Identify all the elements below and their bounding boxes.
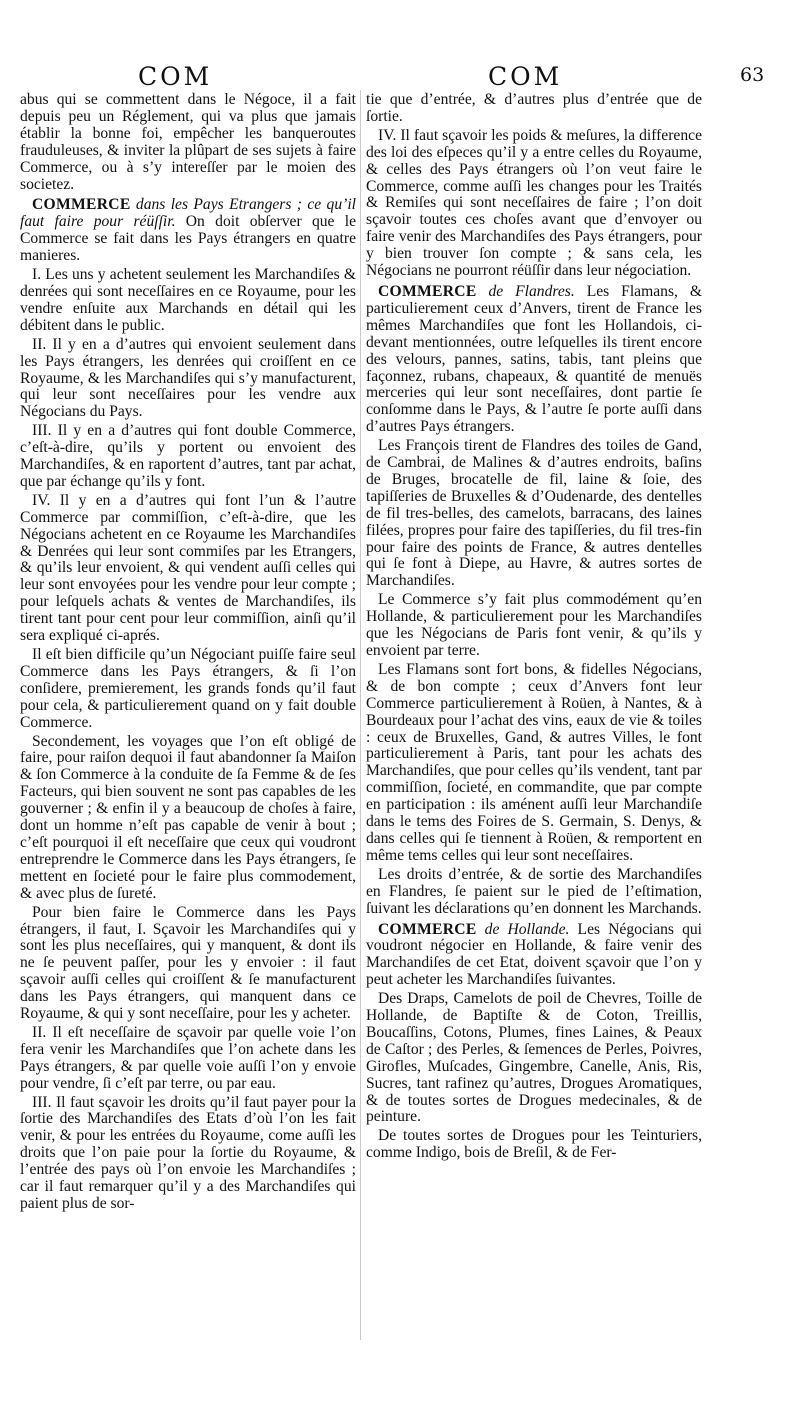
running-head-left: COM	[138, 62, 213, 91]
paragraph: Pour bien faire le Commerce dans les Pays étrangers, il faut, I. Sçavoir les Marchandiſes qui y sont les plus neceſſaires, qui y manquent, & dont ils ne ſe peuvent paſſer, pour les y envoier : il faut sçavoir auſſi celles qui croiſſent & ſe manufacturent dans les Pays étrangers, qui manquent dans ce Royaume, & qui y sont neceſſaire, pour les y acheter.	[20, 903, 356, 1023]
page-number: 63	[740, 64, 765, 86]
paragraph: III. Il y en a d’autres qui font double Commerce, c’eſt-à-dire, qu’ils y portent ou envoient des Marchandiſes, & en raportent d’autres, tant par achat, que par échange qu’ils y font.	[20, 422, 356, 490]
paragraph: III. Il faut sçavoir les droits qu’il faut payer pour la ſortie des Marchandiſes des Etats d’où l’on les fait venir, & pour les entrées du Royaume, come auſſi les droits que l’on paie pour la ſortie du Royaume, & l’entrée des pays où l’on envoie les Marchandiſes ; car il faut remarquer qu’il y a des Marchandiſes qui paient plus de sor-	[20, 1093, 356, 1212]
paragraph: abus qui se commettent dans le Négoce, il a fait depuis peu un Réglement, qui va plus que jamais établir la bonne foi, empêcher les banqueroutes frauduleuses, & inviter la plûpart de ses sujets à faire Commerce, ou à s’y intereſſer par le moien des societez.	[20, 91, 356, 193]
paragraph: Les Flamans sont fort bons, & fidelles Négocians, & de bon compte ; ceux d’Anvers font leur Commerce particulierement à Roüen, à Nantes, & à Bourdeaux pour l’achat des vins, eaux de vie & toiles : ceux de Bruxelles, Gand, & autres Villes, le font particulierement à Paris, tant pour les achats des Marchandiſes, que pour celles qu’ils vendent, tant par commiſſion, ſocieté, en commandite, que par compte en participation : ils aménent auſſi leur Marchandiſe dans le tems des Foires de S. Germain, S. Denys, & dans celles qui ſe tiennent à Roüen, & remportent en même tems celles qui leur sont neceſſaires.	[366, 660, 702, 864]
paragraph: Les droits d’entrée, & de sortie des Marchandiſes en Flandres, ſe paient sur le pied de l’eſtimation, ſuivant les déclarations qu’en donnent les Marchands.	[366, 865, 702, 917]
paragraph: I. Les uns y achetent seulement les Marchandiſes & denrées qui sont neceſſaires en ce Royaume, pour les vendre enſuite aux Marchands en détail qui les débitent dans le public.	[20, 266, 356, 334]
paragraph-text: On doit obſerver que le Commerce se fait dans les Pays étrangers en quatre manieres.	[20, 213, 357, 265]
section-heading: COMMERCE	[378, 282, 477, 300]
paragraph: Des Draps, Camelots de poil de Chevres, Toille de Hollande, de Baptiſte & de Coton, Treillis, Boucaſſins, Cotons, Plumes, fines Laines, & Peaux de Caſtor ; des Perles, & ſemences de Perles, Poivres, Girofles, Muſcades, Gingembre, Canelle, Anis, Ris, Sucres, tant rafinez qu’autres, Drogues Aromatiques, & de toutes sortes de Drogues medecinales, & de peinture.	[366, 990, 702, 1126]
paragraph: IV. Il faut sçavoir les poids & meſures, la difference des loi des eſpeces qu’il y a entre celles du Royaume, & celles des Pays étrangers où l’on veut faire le Commerce, comme auſſi les changes pour les Traités & Remiſes qui sont neceſſaires de faire ; l’on doit sçavoir toutes ces choſes avant que d’envoyer ou faire venir des Marchandiſes des Pays étrangers, pour y bien trouver ſon compte ; & sans cela, les Négocians ne pourront réüſſir dans leur négociation.	[366, 126, 702, 280]
paragraph: II. Il y en a d’autres qui envoient seulement dans les Pays étrangers, les denrées qui croiſſent en ce Royaume, & les Marchandiſes qui s’y manufacturent, qui leur sont neceſſaires pour les vendre aux Négocians du Pays.	[20, 335, 356, 421]
paragraph: Les François tirent de Flandres des toiles de Gand, de Cambrai, de Malines & d’autres endroits, baſins de Bruges, brocatelle de fil, laine & ſoie, des tapiſſeries de Bruxelles & d’Oudenarde, des dentelles de fil tres-belles, des camelots, barracans, des laines filées, propres pour faire des tapiſſeries, du fil tres-fin pour faire des points de France, & autres dentelles qui ſe font à Diepe, au Havre, & autres sortes de Marchandiſes.	[366, 437, 702, 590]
paragraph: Le Commerce s’y fait plus commodément qu’en Hollande, & particulierement pour les Marchandiſes que les Négocians de Paris font venir, & qu’ils y envoient par terre.	[366, 591, 702, 659]
left-column	[20, 92, 356, 1215]
paragraph: De toutes sortes de Drogues pour les Teinturiers, comme Indigo, bois de Breſil, & de Fer-	[366, 1127, 702, 1162]
section-heading-paragraph	[20, 197, 356, 265]
section-heading: COMMERCE	[32, 196, 131, 214]
paragraph: Secondement, les voyages que l’on eſt obligé de faire, pour raiſon dequoi il faut abandonner ſa Maiſon & ſon Commerce à la conduite de ſa Femme & de ſes Facteurs, qui bien souvent ne sont pas capables de les gouverner ; & enfin il y a beaucoup de choſes à faire, dont un homme n’eſt pas capable de venir à bout ; c’eſt pourquoi il eſt neceſſaire que ceux qui voudront entreprendre le Commerce dans les Pays étrangers, ſe mettent en ſocieté pour le faire plus commodement, & avec plus de ſureté.	[20, 732, 356, 902]
paragraph: Il eſt bien difficile qu’un Négociant puiſſe faire seul Commerce dans les Pays étrangers, & ſi l’on conſidere, premierement, les grands fonds qu’il faut pour cela, & particulierement quand on y fait double Commerce.	[20, 646, 356, 731]
right-column	[366, 92, 702, 1164]
section-subtitle: de Hollande.	[476, 920, 570, 938]
paragraph-text: Les Négocians qui voudront négocier en Hollande, & faire venir des Marchandiſes de cet Etat, doivent sçavoir que l’on y peut acheter les Marchandiſes ſuivantes.	[366, 920, 703, 989]
section-heading-paragraph	[366, 922, 702, 990]
column-divider	[360, 90, 361, 1340]
section-heading: COMMERCE	[378, 920, 477, 938]
section-subtitle: dans les Pays Etrangers ; ce qu’il faut faire pour réüſſir.	[20, 196, 356, 231]
running-head-right: COM	[488, 62, 563, 91]
paragraph: IV. Il y en a d’autres qui font l’un & l’autre Commerce par commiſſion, c’eſt-à-dire, que les Négocians achetent en ce Royaume les Marchandiſes & Denrées qui leur sont commiſes par les Etrangers, & qu’ils leur envoient, & qui vendent auſſi celles qui leur sont envoyées pour les vendre pour leur compte ; pour leſquels achats & ventes de Marchandiſes, ils tirent tant pour cent pour leur commiſſion, ainſi qu’il sera expliqué ci-aprés.	[20, 491, 356, 645]
paragraph: II. Il eſt neceſſaire de sçavoir par quelle voie l’on fera venir les Marchandiſes que l’on achete dans les Pays étrangers, & par quelle voie auſſi l’on y envoie pour vendre, ſi c’eſt par terre, ou par eau.	[20, 1023, 356, 1092]
section-subtitle: de Flandres.	[476, 282, 575, 300]
paragraph: tie que d’entrée, & d’autres plus d’entrée que de ſortie.	[366, 91, 702, 125]
section-heading-paragraph	[366, 284, 702, 436]
paragraph-text: Les Flamans, & particulierement ceux d’Anvers, tirent de France les mêmes Marchandiſes que font les Hollandois, ci-devant mentionnées, outre leſquelles ils tirent encore des velours, pannes, satins, tabis, tant pleins que façonnez, rubans, chapeaux, & quantité de menuës merceries qui leur sont neceſſaires, dont partie ſe conſomme dans le Pays, & l’autre ſe porte auſſi dans d’autres Pays étrangers.	[366, 282, 702, 436]
